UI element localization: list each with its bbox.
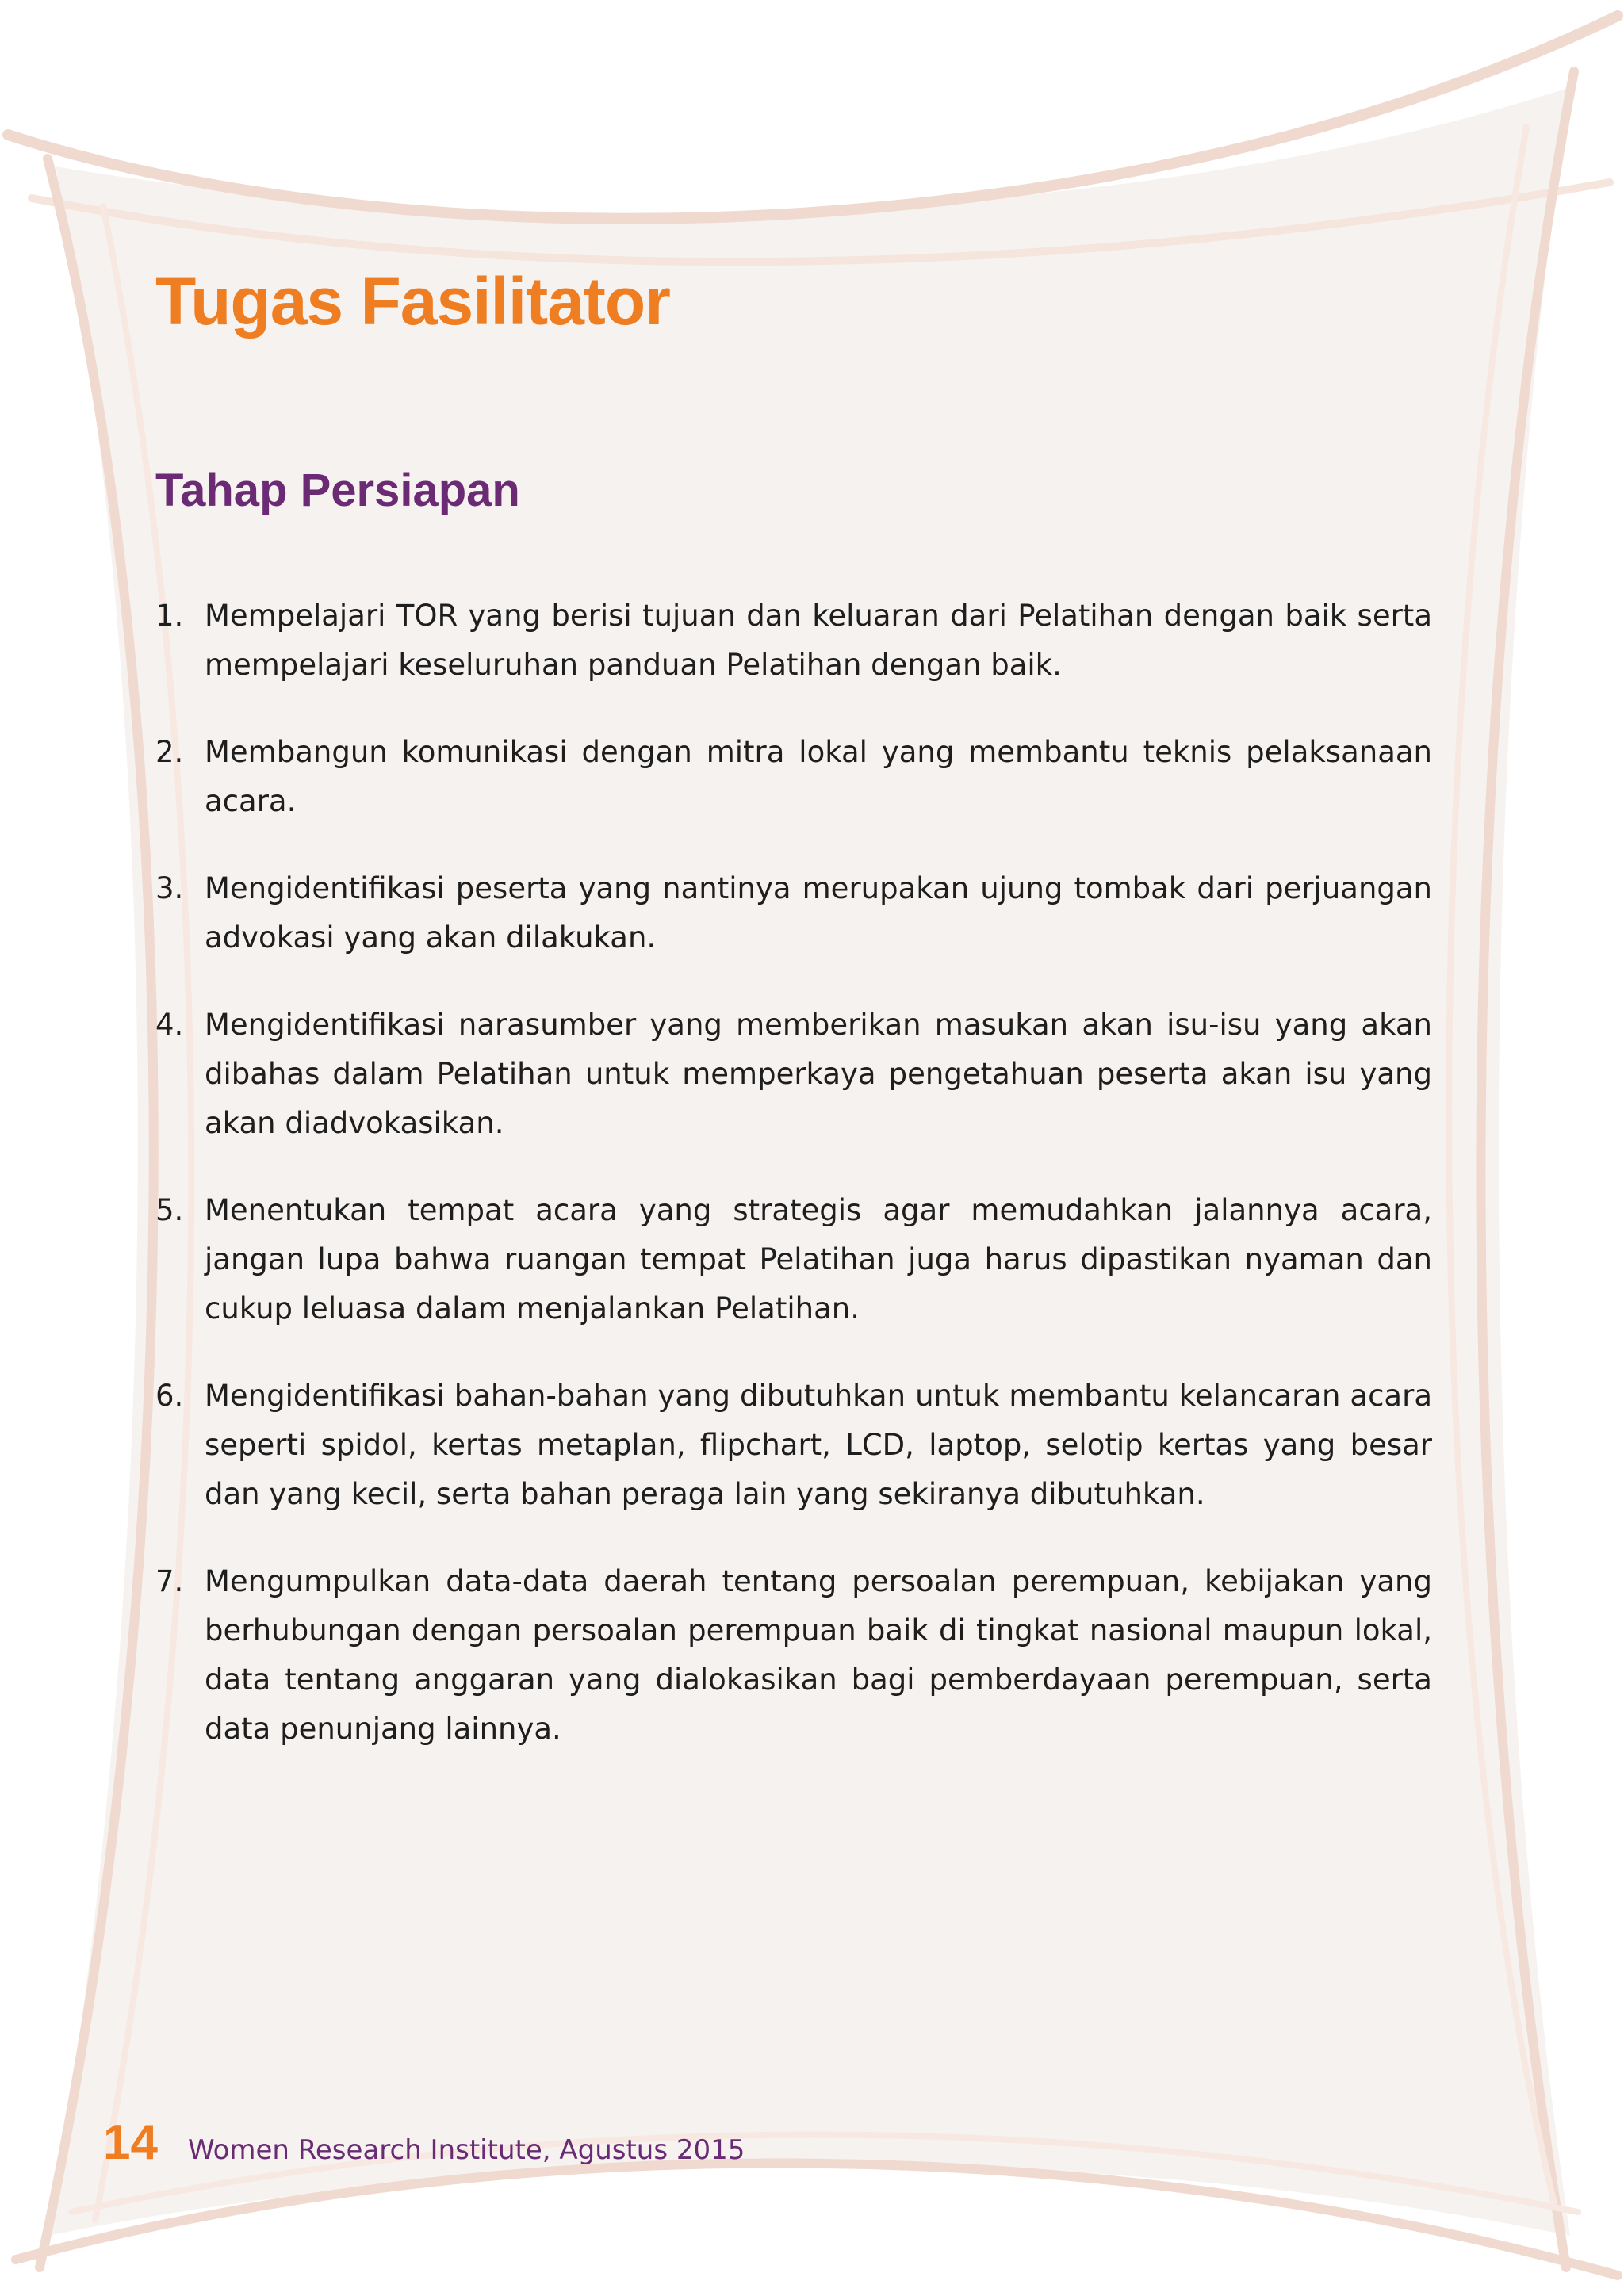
- footer-text: Women Research Institute, Agustus 2015: [187, 2134, 745, 2166]
- list-item-text: Menentukan tempat acara yang strategis agar memudahkan jalannya acara, jangan lupa bahwa ruangan tempat Pelatihan juga harus dipastikan nyaman dan cukup leluasa dalam menjalankan Pelatihan.: [205, 1193, 1432, 1326]
- page-number: 14: [103, 2115, 158, 2170]
- list-item-text: Mengidentifikasi bahan-bahan yang dibutuhkan untuk membantu kelancaran acara seperti spidol, kertas metaplan, flipchart, LCD, laptop, selotip kertas yang besar dan yang kecil, serta bahan peraga lain yang sekiranya dibutuhkan.: [205, 1379, 1432, 1511]
- list-item-number: 6.: [155, 1379, 184, 1413]
- list-item-number: 2.: [155, 735, 184, 769]
- list-item-text: Mengumpulkan data-data daerah tentang persoalan perempuan, kebijakan yang berhubungan dengan persoalan perempuan baik di tingkat nasional maupun lokal, data tentang anggaran yang dialokasikan bagi pemberdayaan perempuan, serta data penunjang lainnya.: [205, 1564, 1432, 1746]
- list-item-text: Mengidentifikasi narasumber yang memberikan masukan akan isu-isu yang akan dibahas dalam Pelatihan untuk memperkaya pengetahuan peserta akan isu yang akan diadvokasikan.: [205, 1008, 1432, 1140]
- list-item-number: 5.: [155, 1193, 184, 1227]
- list-item-number: 3.: [155, 871, 184, 905]
- section-heading: Tahap Persiapan: [155, 465, 520, 516]
- page-footer: [103, 2115, 745, 2170]
- list-item-number: 1.: [155, 599, 184, 633]
- page-title: Tugas Fasilitator: [155, 264, 670, 339]
- list-item: [155, 1557, 1432, 1754]
- list-item-text: Membangun komunikasi dengan mitra lokal yang membantu teknis pelaksanaan acara.: [205, 735, 1432, 818]
- list-item-number: 4.: [155, 1008, 184, 1042]
- list-item: [155, 1372, 1432, 1519]
- list-item: [155, 1001, 1432, 1148]
- list-item-text: Mengidentifikasi peserta yang nantinya merupakan ujung tombak dari perjuangan advokasi yang akan dilakukan.: [205, 871, 1432, 955]
- list-item: [155, 1186, 1432, 1334]
- task-list: [155, 591, 1432, 1792]
- list-item: [155, 728, 1432, 826]
- list-item: [155, 864, 1432, 962]
- list-item-text: Mempelajari TOR yang berisi tujuan dan keluaran dari Pelatihan dengan baik serta mempelajari keseluruhan panduan Pelatihan dengan baik.: [205, 599, 1432, 682]
- list-item: [155, 591, 1432, 690]
- list-item-number: 7.: [155, 1564, 184, 1598]
